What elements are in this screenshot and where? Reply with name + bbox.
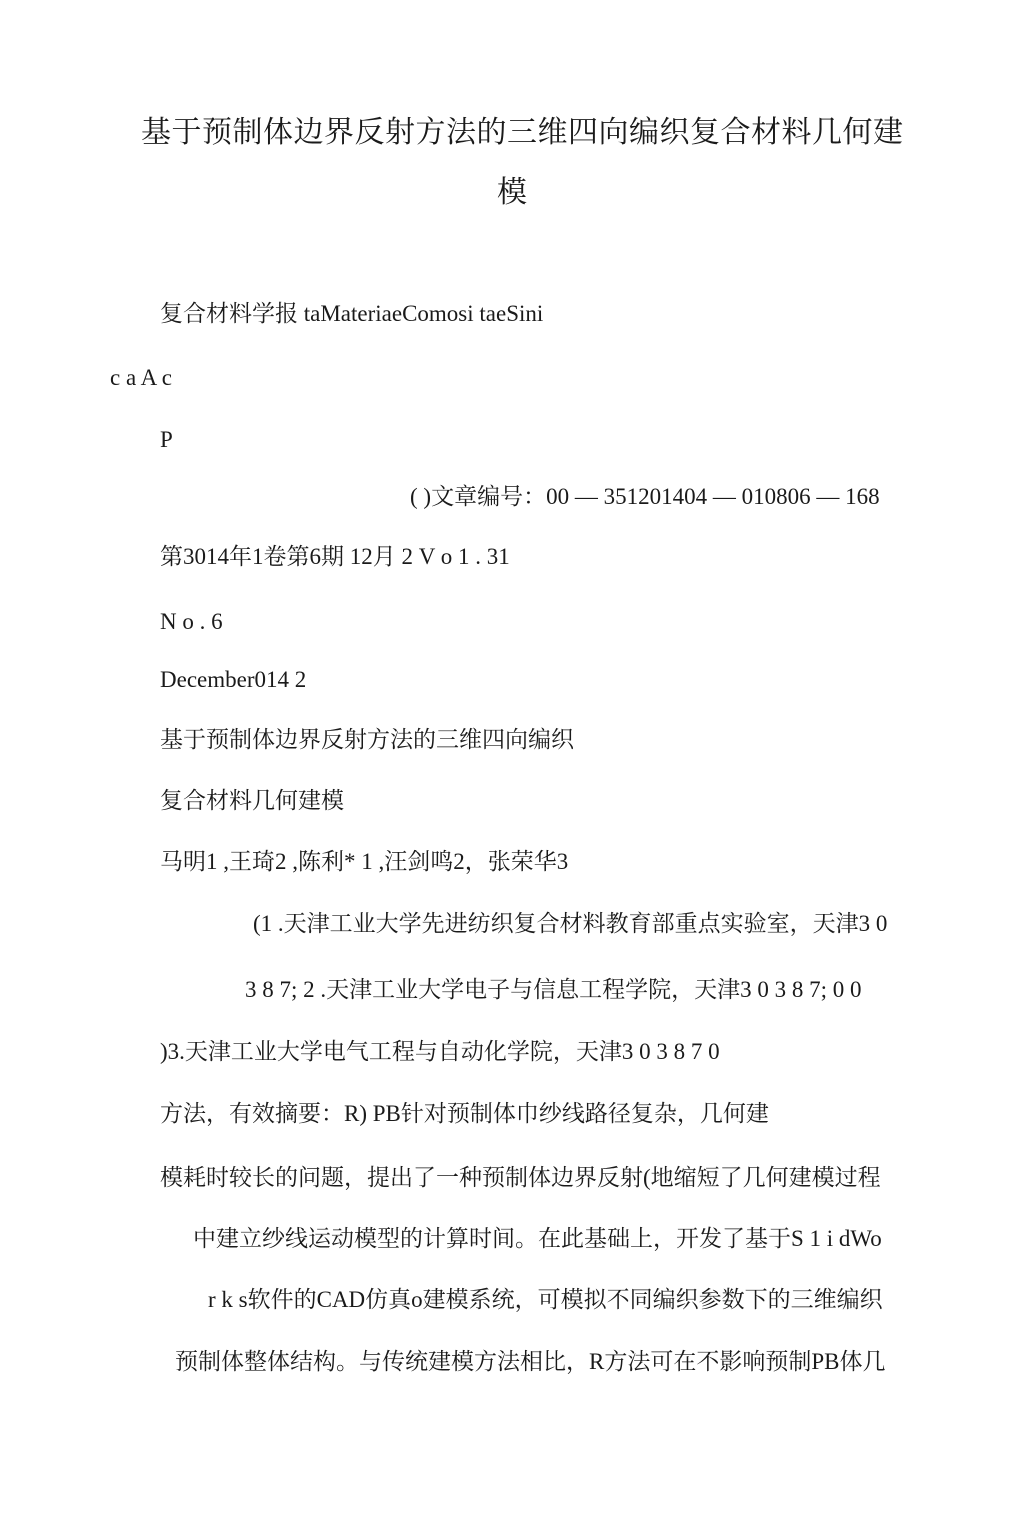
abstract-line-4: r k s软件的CAD仿真o建模系统，可模拟不同编织参数下的三维编织 — [208, 1287, 883, 1312]
journal-name-continuation: c a A c — [110, 365, 172, 390]
affiliation-line-1: (1 .天津工业大学先进纺织复合材料教育部重点实验室，天津3 0 — [253, 911, 888, 936]
issue-number-line: N o . 6 — [160, 609, 223, 634]
volume-issue-line: 第3014年1卷第6期 12月 2 V o 1 . 31 — [160, 544, 510, 569]
journal-name-line: 复合材料学报 taMateriaeComosi taeSini — [160, 301, 544, 326]
abstract-line-3: 中建立纱线运动模型的计算时间。在此基础上，开发了基于S 1 i dWo — [193, 1226, 882, 1251]
article-title-line-2: 复合材料几何建模 — [160, 788, 344, 813]
article-number: ( )文章编号：00 — 351201404 — 010806 — 168 — [410, 484, 880, 509]
abstract-line-2: 模耗时较长的问题，提出了一种预制体边界反射(地缩短了几何建模过程 — [160, 1165, 881, 1190]
page-title-line-2: 模 — [497, 176, 528, 209]
article-title-line-1: 基于预制体边界反射方法的三维四向编织 — [160, 727, 574, 752]
authors-line: 马明1 ,王琦2 ,陈利* 1 ,汪剑鸣2，张荣华3 — [160, 849, 569, 874]
affiliation-line-3: )3.天津工业大学电气工程与自动化学院，天津3 0 3 8 7 0 — [160, 1039, 720, 1064]
publication-date-line: December014 2 — [160, 667, 307, 692]
abstract-line-5: 预制体整体结构。与传统建模方法相比，R方法可在不影响预制PB体几 — [175, 1349, 886, 1374]
page-title-line-1: 基于预制体边界反射方法的三维四向编织复合材料几何建 — [141, 116, 904, 149]
text-fragment-p: P — [160, 427, 173, 452]
affiliation-line-2: 3 8 7; 2 .天津工业大学电子与信息工程学院，天津3 0 3 8 7; 0 0 — [245, 977, 862, 1002]
abstract-line-1: 方法，有效摘要：R) PB针对预制体巾纱线路径复杂，几何建 — [160, 1101, 769, 1126]
